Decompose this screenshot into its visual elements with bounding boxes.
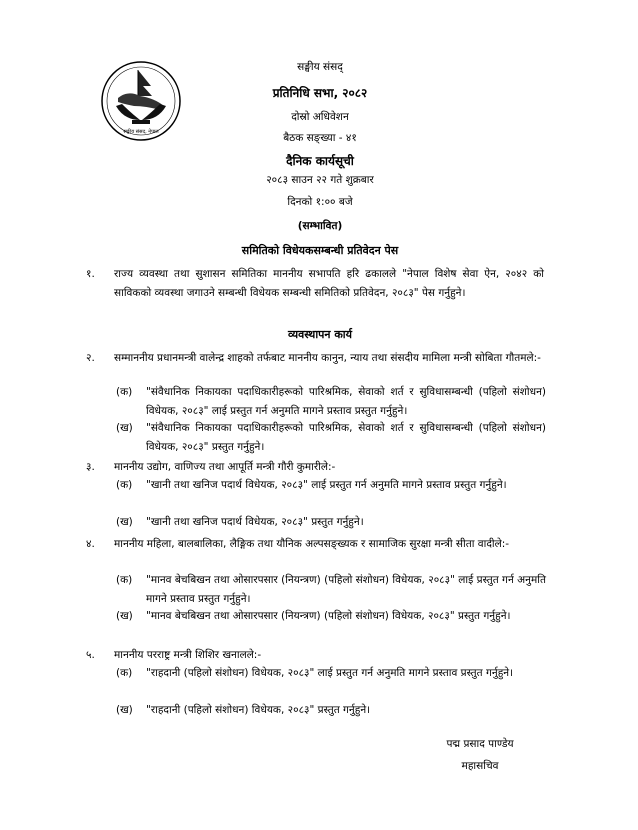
- item5-a-text: "राहदानी (पहिलो संशोधन) विधेयक, २०८३" लाई प्रस्तुत गर्न अनुमति मागने प्रस्ताव प्रस्तुत गर्नुहुने।: [146, 667, 514, 679]
- section2-heading: व्यवस्थापन कार्य: [287, 328, 353, 341]
- item3-a-label: (क): [116, 479, 133, 491]
- item5-text: माननीय परराष्ट्र मन्त्री शिशिर खनालले:-: [114, 649, 262, 661]
- section1-heading: समितिको विधेयकसम्बन्धी प्रतिवेदन पेस: [241, 244, 399, 257]
- item3-b-label: (ख): [116, 516, 133, 528]
- item4-number: ४.: [86, 538, 95, 550]
- logo-text: सङ्घीय संसद, नेपाल: [123, 129, 159, 135]
- item3-number: ३.: [86, 461, 95, 473]
- item4-a-text: "मानव बेचबिखन तथा ओसारपसार (नियन्त्रण) (पहिलो संशोधन) विधेयक, २०८३" लाई प्रस्तुत गर्न अनुमति मागने प्रस्ताव प्रस्तुत गर्नुहुने।: [146, 574, 546, 605]
- header-line-1: सङ्घीय संसद्: [297, 61, 343, 73]
- item1-number: १.: [86, 268, 95, 280]
- header-line-3: दोस्रो अधिवेशन: [291, 111, 349, 123]
- item3-a-text: "खानी तथा खनिज पदार्थ विधेयक, २०८३" लाई प्रस्तुत गर्न अनुमति मागने प्रस्ताव प्रस्तुत गर्नुहुने।: [146, 479, 507, 491]
- parliament-emblem-icon: [100, 60, 182, 142]
- header-line-8: (सम्भावित): [297, 220, 343, 232]
- item5-a-label: (क): [116, 667, 133, 679]
- header-line-5: दैनिक कार्यसूची: [286, 154, 354, 168]
- item3-b-text: "खानी तथा खनिज पदार्थ विधेयक, २०८३" प्रस्तुत गर्नुहुने।: [146, 516, 364, 528]
- item4-a-label: (क): [116, 574, 133, 586]
- item4-b-text: "मानव बेचबिखन तथा ओसारपसार (नियन्त्रण) (पहिलो संशोधन) विधेयक, २०८३" प्रस्तुत गर्नुहुने।: [146, 610, 511, 622]
- item4-b-label: (ख): [116, 610, 133, 622]
- item3-text: माननीय उद्योग, वाणिज्य तथा आपूर्ति मन्त्री गौरी कुमारीले:-: [114, 461, 336, 473]
- item1-text: राज्य व्यवस्था तथा सुशासन समितिका माननीय सभापति हरि ढकालले "नेपाल विशेष सेवा ऐन, २०४२ को साविकको व्यवस्था जगाउने सम्बन्धी विधेयक सम्बन्धी समितिको प्रतिवेदन, २०८३" पेस गर्नुहुने।: [114, 268, 544, 299]
- header-line-7: दिनको १:०० बजे: [287, 196, 353, 208]
- item2-b-text: "संवैधानिक निकायका पदाधिकारीहरूको पारिश्रमिक, सेवाको शर्त र सुविधासम्बन्धी (पहिलो संशोधन) विधेयक, २०८३" प्रस्तुत गर्नुहुने।: [146, 422, 546, 453]
- header-line-4: बैठक सङ्ख्या - ४१: [283, 132, 357, 144]
- item2-a-label: (क): [116, 386, 133, 398]
- item2-text: सम्माननीय प्रधानमन्त्री वालेन्द्र शाहको तर्फबाट माननीय कानुन, न्याय तथा संसदीय मामिला मन्त्री सोबिता गौतमले:-: [114, 352, 541, 364]
- header-line-2: प्रतिनिधि सभा, २०८२: [272, 86, 368, 100]
- item2-b-label: (ख): [116, 422, 133, 434]
- item5-b-label: (ख): [116, 704, 133, 716]
- signatory-title: महासचिव: [461, 760, 499, 772]
- signatory-name: पद्म प्रसाद पाण्डेय: [446, 738, 514, 750]
- item2-a-text: "संवैधानिक निकायका पदाधिकारीहरूको पारिश्रमिक, सेवाको शर्त र सुविधासम्बन्धी (पहिलो संशोधन) विधेयक, २०८३" लाई प्रस्तुत गर्न अनुमति मागने प्रस्ताव प्रस्तुत गर्नुहुने।: [146, 386, 546, 417]
- item2-number: २.: [86, 352, 95, 364]
- item5-b-text: "राहदानी (पहिलो संशोधन) विधेयक, २०८३" प्रस्तुत गर्नुहुने।: [146, 704, 371, 716]
- item5-number: ५.: [86, 649, 95, 661]
- item4-text: माननीय महिला, बालबालिका, लैङ्गिक तथा यौनिक अल्पसङ्ख्यक र सामाजिक सुरक्षा मन्त्री सीता वादीले:-: [114, 538, 510, 550]
- header-line-6: २०८३ साउन २२ गते शुक्रबार: [266, 174, 374, 186]
